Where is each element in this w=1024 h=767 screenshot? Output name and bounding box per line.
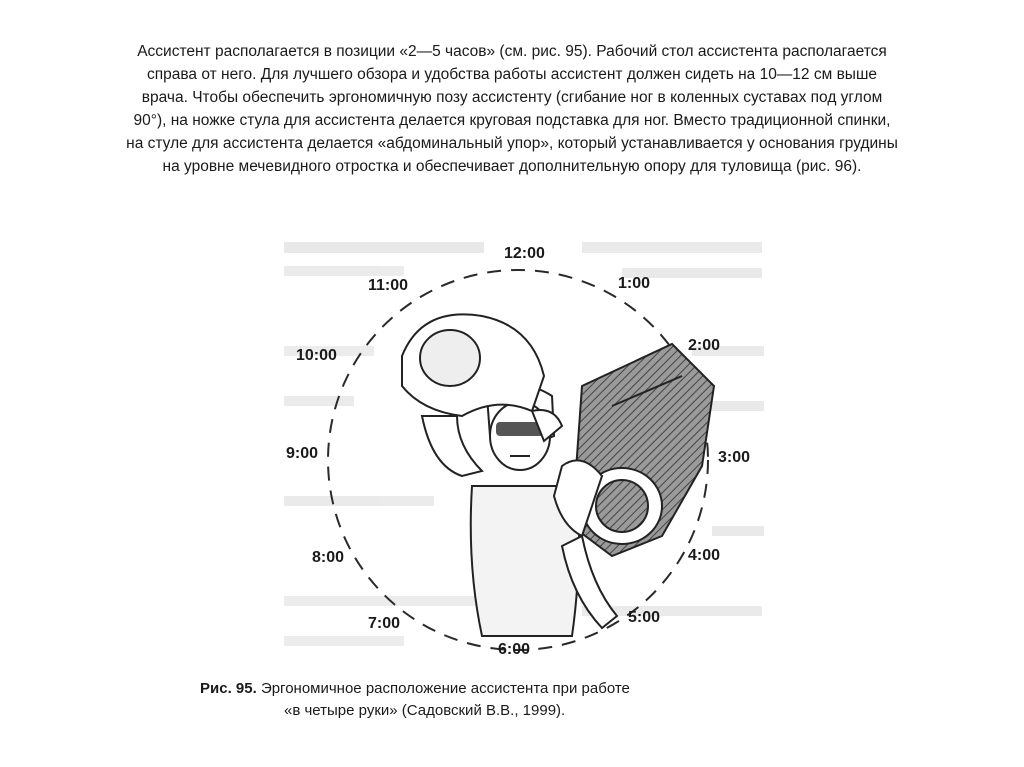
clock-label-8: 8:00 [312, 549, 345, 566]
paragraph-line: на уровне мечевидного отростка и обеспечивает дополнительную опору для туловища (рис. 96). [162, 158, 862, 175]
clock-label-4: 4:00 [688, 547, 721, 564]
clock-label-7: 7:00 [368, 615, 401, 632]
clock-label-10: 10:00 [296, 347, 337, 364]
paragraph-line: на стуле для ассистента делается «абдоминальный упор», который устанавливается у основания грудины [126, 135, 898, 152]
clock-label-5: 5:00 [628, 609, 661, 626]
figure-ergonomic-diagram [282, 236, 768, 664]
clock-label-9: 9:00 [286, 445, 319, 462]
clock-label-3: 3:00 [718, 449, 751, 466]
clock-label-1: 1:00 [618, 275, 651, 292]
caption-text-line2: «в четыре руки» (Садовский В.В., 1999). [284, 702, 566, 719]
paragraph-line: 90°), на ножке стула для ассистента делается круговая подставка для ног. Вместо традиционной спинки, [133, 112, 891, 129]
caption-text-line1: Эргономичное расположение ассистента при работе [260, 680, 630, 697]
clock-label-11: 11:00 [368, 277, 409, 294]
clock-label-2: 2:00 [688, 337, 721, 354]
body-paragraph [40, 40, 984, 178]
paragraph-line: Ассистент располагается в позиции «2—5 часов» (см. рис. 95). Рабочий стол ассистента располагается [137, 43, 887, 60]
paragraph-line: справа от него. Для лучшего обзора и удобства работы ассистент должен сидеть на 10—12 см выше [146, 66, 877, 83]
clock-diagram [282, 236, 768, 664]
caption-figure-number: Рис. 95. [200, 680, 257, 697]
paragraph-line: врача. Чтобы обеспечить эргономичную позу ассистенту (сгибание ног в коленных суставах под углом [141, 89, 883, 106]
clock-label-6: 6:00 [498, 641, 531, 658]
clock-label-12: 12:00 [504, 245, 545, 262]
figure-caption [200, 678, 800, 722]
